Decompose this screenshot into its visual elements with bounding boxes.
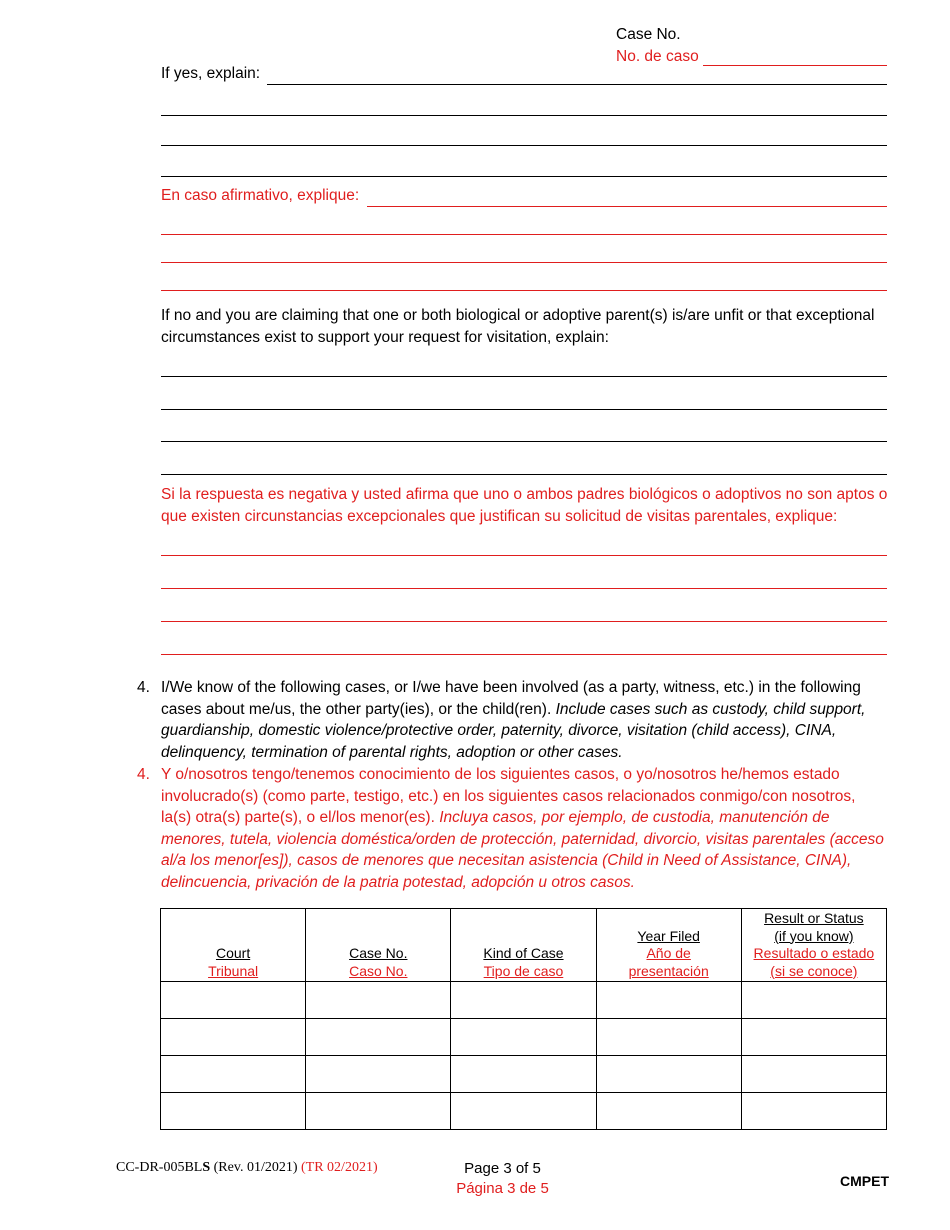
table-row (161, 1093, 887, 1130)
item-4-text-italic-es: Incluya casos, por ejemplo, de custodia, manutención de menores, tutela, violencia doméstica/orden de protección, paternidad, divorcio, visitas parentales (acceso al/a los menor[es]), casos de menores que necesitan asistencia (Child in Need of Assistance, CINA), delincuencia, privación de la patria potestad, adopción u otros casos. (161, 809, 884, 891)
if-yes-es-line-3[interactable] (161, 262, 887, 263)
item-4-text-italic: Include cases such as custody, child support, guardianship, domestic violence/protective order, paternity, divorce, visitation (child access), CINA, delinquency, termination of parental rights, adoption or other cases. (161, 700, 866, 761)
col-court-es: Tribunal (208, 962, 259, 979)
cases-table (160, 908, 887, 1130)
col-kind-of-case (451, 909, 596, 982)
if-yes-line-2[interactable] (161, 115, 887, 116)
if-yes-label-es: En caso afirmativo, explique: (161, 187, 360, 204)
item-4-number: 4. (137, 679, 150, 696)
col-case-no-es: Caso No. (349, 962, 408, 979)
if-no-es-line-3[interactable] (161, 621, 887, 622)
item-4-number-es: 4. (137, 766, 150, 783)
form-id-suffix: S (202, 1160, 211, 1175)
table-cell[interactable] (741, 1056, 886, 1093)
col-kind-es: Tipo de caso (483, 962, 564, 979)
item-4-text (161, 677, 889, 763)
page-number: Page 3 of 5 (464, 1160, 541, 1177)
if-no-line-4[interactable] (161, 474, 887, 475)
case-no-field[interactable] (703, 65, 887, 66)
table-cell[interactable] (596, 1093, 741, 1130)
col-year-en: Year Filed (637, 927, 700, 944)
col-year-es-2: presentación (628, 962, 709, 979)
col-court (161, 909, 306, 982)
table-cell[interactable] (161, 982, 306, 1019)
item-4-text-main-es: Y o/nosotros tengo/tenemos conocimiento de los siguientes casos, o yo/nosotros he/hemos estado involucrado(s) (como parte, testigo, etc.) en los siguientes casos relacionados conmigo/con nosotros, la(s) otra(s) parte(s), o el/los menor(es). (161, 766, 856, 826)
col-result-en-2: (if you know) (774, 927, 854, 944)
if-no-es-line-1[interactable] (161, 555, 887, 556)
table-cell[interactable] (306, 1056, 451, 1093)
col-result-en-1: Result or Status (764, 910, 864, 926)
table-cell[interactable] (306, 982, 451, 1019)
if-yes-line-3[interactable] (161, 145, 887, 146)
table-cell[interactable] (161, 1019, 306, 1056)
col-year-es-1: Año de (646, 945, 691, 961)
if-yes-es-line-4[interactable] (161, 290, 887, 291)
case-no-label-es: No. de caso (616, 48, 699, 65)
col-court-en: Court (215, 945, 251, 961)
if-no-text-es: Si la respuesta es negativa y usted afirma que uno o ambos padres biológicos o adoptivos no son aptos o que existen circunstancias excepcionales que justifican su solicitud de visitas parentales, explique: (161, 486, 888, 525)
col-case-no-en: Case No. (349, 945, 408, 961)
table-cell[interactable] (596, 982, 741, 1019)
table-cell[interactable] (161, 1056, 306, 1093)
form-id (116, 1160, 378, 1176)
table-cell[interactable] (741, 982, 886, 1019)
if-no-es-line-4[interactable] (161, 654, 887, 655)
col-case-no (306, 909, 451, 982)
table-cell[interactable] (741, 1093, 886, 1130)
form-tr: (TR 02/2021) (301, 1160, 378, 1175)
if-no-line-1[interactable] (161, 376, 887, 377)
cases-table-header (161, 909, 887, 982)
if-yes-line-4[interactable] (161, 176, 887, 177)
table-cell[interactable] (451, 1056, 596, 1093)
if-no-line-2[interactable] (161, 409, 887, 410)
form-code: CMPET (840, 1173, 889, 1189)
table-cell[interactable] (451, 982, 596, 1019)
if-yes-line-1[interactable] (267, 84, 887, 85)
if-yes-es-line-1[interactable] (367, 206, 887, 207)
page-number-es: Página 3 de 5 (456, 1180, 549, 1197)
col-result-es-2: (si se conoce) (770, 962, 858, 979)
table-cell[interactable] (306, 1019, 451, 1056)
form-rev: (Rev. 01/2021) (213, 1160, 298, 1175)
form-id-code: CC-DR-005BL (116, 1160, 203, 1175)
if-no-es-line-2[interactable] (161, 588, 887, 589)
if-yes-es-line-2[interactable] (161, 234, 887, 235)
table-cell[interactable] (596, 1019, 741, 1056)
col-result-status (741, 909, 886, 982)
table-row (161, 1056, 887, 1093)
table-row (161, 1019, 887, 1056)
table-cell[interactable] (306, 1093, 451, 1130)
item-4-text-es (161, 764, 889, 893)
table-cell[interactable] (451, 1093, 596, 1130)
item-4-text-main: I/We know of the following cases, or I/we have been involved (as a party, witness, etc.) in the following cases about me/us, the other party(ies), or the child(ren). (161, 679, 861, 718)
case-no-label: Case No. (616, 26, 681, 43)
table-row (161, 982, 887, 1019)
if-yes-label: If yes, explain: (161, 65, 261, 82)
if-no-text: If no and you are claiming that one or both biological or adoptive parent(s) is/are unfit or that exceptional circumstances exist to support your request for visitation, explain: (161, 307, 875, 346)
table-cell[interactable] (451, 1019, 596, 1056)
col-kind-en: Kind of Case (483, 945, 564, 961)
if-no-line-3[interactable] (161, 441, 887, 442)
table-cell[interactable] (596, 1056, 741, 1093)
col-year-filed (596, 909, 741, 982)
col-result-es-1: Resultado o estado (753, 945, 875, 961)
table-cell[interactable] (161, 1093, 306, 1130)
table-cell[interactable] (741, 1019, 886, 1056)
